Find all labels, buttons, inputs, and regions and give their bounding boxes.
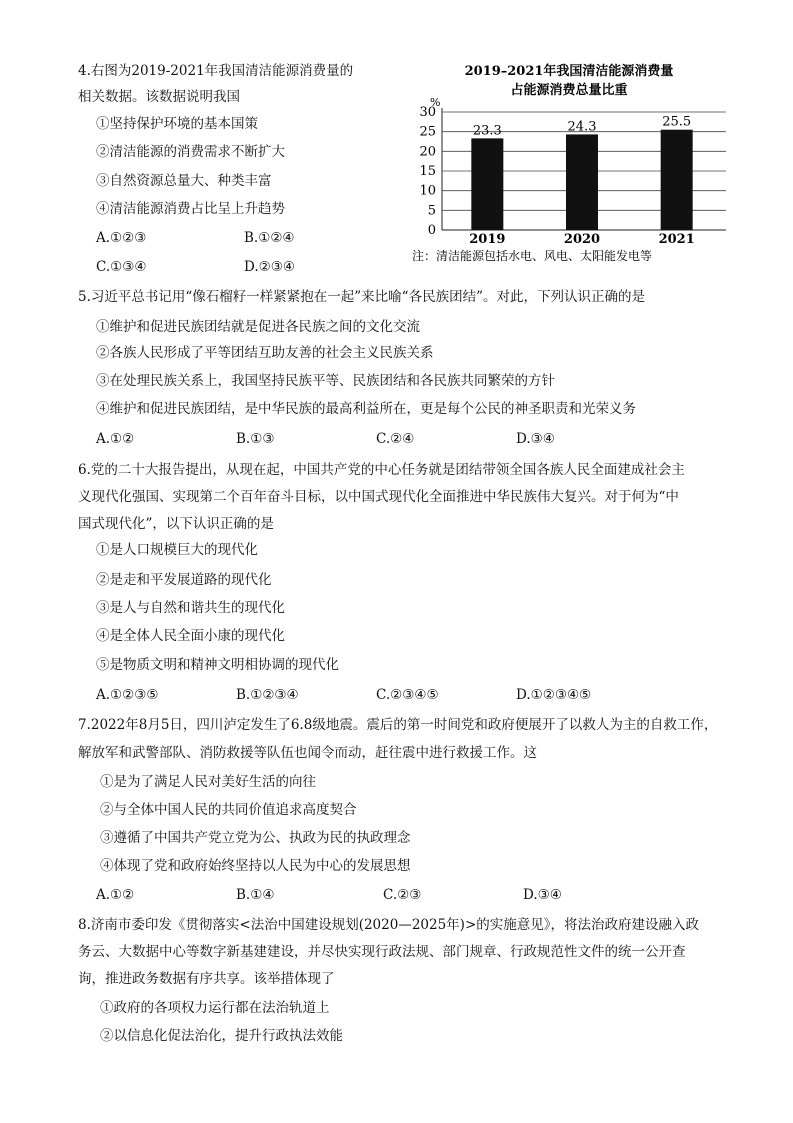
q4-option-c: C.①③④ xyxy=(96,259,147,275)
chart-y-unit: % xyxy=(430,96,441,109)
q6-option-d: D.①②③④⑤ xyxy=(516,687,592,703)
q6-item-5: ⑤是物质文明和精神文明相协调的现代化 xyxy=(96,657,339,673)
q6-stem-line-1: 6.党的二十大报告提出，从现在起，中国共产党的中心任务就是团结带领全国各族人民全面建成社会主 xyxy=(78,462,685,478)
q4-option-b: B.①②④ xyxy=(244,230,295,246)
clean-energy-bar-chart xyxy=(408,58,730,270)
q4-item-3: ③自然资源总量大、种类丰富 xyxy=(96,173,272,189)
q8-stem-line-1: 8.济南市委印发《贯彻落实<法治中国建设规划(2020—2025年)>的实施意见》，将法治政府建设融入政 xyxy=(78,917,699,933)
q4-item-2: ②清洁能源的消费需求不断扩大 xyxy=(96,144,285,160)
bar-value-label: 24.3 xyxy=(567,119,597,135)
q7-item-1: ①是为了满足人民对美好生活的向往 xyxy=(100,774,316,790)
y-tick-label: 0 xyxy=(427,223,436,238)
y-tick-label: 15 xyxy=(419,164,436,179)
q5-option-d: D.③④ xyxy=(516,431,555,447)
q5-item-1: ①维护和促进民族团结就是促进各民族之间的文化交流 xyxy=(96,319,420,335)
x-tick-label: 2019 xyxy=(469,232,506,247)
q6-option-a: A.①②③⑤ xyxy=(96,687,159,703)
y-tick-label: 20 xyxy=(419,144,436,160)
q6-item-4: ④是全体人民全面小康的现代化 xyxy=(96,628,285,644)
q4-stem-line-2: 相关数据。该数据说明我国 xyxy=(78,89,240,105)
x-tick-label: 2021 xyxy=(658,232,695,247)
q6-item-3: ③是人与自然和谐共生的现代化 xyxy=(96,600,285,616)
q6-option-b: B.①②③④ xyxy=(236,687,299,703)
q4-option-d: D.②③④ xyxy=(244,259,295,275)
q7-option-d: D.③④ xyxy=(523,887,562,903)
bar-value-label: 25.5 xyxy=(662,114,692,130)
y-tick-label: 30 xyxy=(419,105,436,120)
q8-stem-line-3: 询，推进政务数据有序共享。该举措体现了 xyxy=(78,971,335,987)
q5-item-2: ②各族人民形成了平等团结互助友善的社会主义民族关系 xyxy=(96,345,434,361)
bar-value-label: 23.3 xyxy=(472,123,502,139)
q4-stem-line-1: 4.右图为2019-2021年我国清洁能源消费量的 xyxy=(78,63,354,79)
q5-item-4: ④维护和促进民族团结，是中华民族的最高利益所在，更是每个公民的神圣职责和光荣义务 xyxy=(96,401,636,417)
q4-item-4: ④清洁能源消费占比呈上升趋势 xyxy=(96,201,285,217)
q5-option-a: A.①② xyxy=(96,431,135,447)
bar-2020 xyxy=(566,134,598,230)
q4-option-a: A.①②③ xyxy=(96,230,147,246)
q7-option-b: B.①④ xyxy=(236,887,275,903)
q5-option-c: C.②④ xyxy=(376,431,415,447)
q7-stem-line-2: 解放军和武警部队、消防救援等队伍也闻令而动，赶往震中进行救援工作。这 xyxy=(78,745,537,761)
y-tick-label: 5 xyxy=(427,203,436,219)
q4-item-1: ①坚持保护环境的基本国策 xyxy=(96,116,258,132)
bar-2019 xyxy=(471,138,503,230)
q7-item-2: ②与全体中国人民的共同价值追求高度契合 xyxy=(100,802,357,818)
q7-option-a: A.①② xyxy=(96,887,135,903)
q7-option-c: C.②③ xyxy=(383,887,422,903)
q5-item-3: ③在处理民族关系上，我国坚持民族平等、民族团结和各民族共同繁荣的方针 xyxy=(96,373,555,389)
q7-stem-line-1: 7.2022年8月5日，四川泸定发生了6.8级地震。震后的第一时间党和政府便展开了以救人为主的自救工作， xyxy=(78,717,718,733)
q8-item-1: ①政府的各项权力运行都在法治轨道上 xyxy=(100,1000,330,1016)
q6-stem-line-3: 国式现代化”，以下认识正确的是 xyxy=(78,516,274,532)
x-tick-label: 2020 xyxy=(563,232,601,247)
q5-stem-line-1: 5.习近平总书记用“像石榴籽一样紧紧抱在一起”来比喻“各民族团结”。对此，下列认识正确的是 xyxy=(78,289,645,305)
chart-note: 注：清洁能源包括水电、风电、太阳能发电等 xyxy=(412,249,653,263)
q6-item-1: ①是人口规模巨大的现代化 xyxy=(96,542,258,558)
y-tick-label: 25 xyxy=(419,124,436,140)
bar-2021 xyxy=(661,130,693,230)
chart-title: 2019–2021年我国清洁能源消费量 xyxy=(464,64,674,79)
q5-option-b: B.①③ xyxy=(236,431,275,447)
q6-item-2: ②是走和平发展道路的现代化 xyxy=(96,572,272,588)
q8-stem-line-2: 务云、大数据中心等数字新基建建设，并尽快实现行政法规、部门规章、行政规范性文件的统一公开查 xyxy=(78,944,686,960)
q6-stem-line-2: 义现代化强国、实现第二个百年奋斗目标，以中国式现代化全面推进中华民族伟大复兴。对于何为“中 xyxy=(78,489,679,505)
q8-item-2: ②以信息化促法治化，提升行政执法效能 xyxy=(100,1028,343,1044)
chart-subtitle: 占能源消费总量比重 xyxy=(510,83,628,98)
q7-item-3: ③遵循了中国共产党立党为公、执政为民的执政理念 xyxy=(100,830,411,846)
q7-item-4: ④体现了党和政府始终坚持以人民为中心的发展思想 xyxy=(100,858,411,874)
q6-option-c: C.②③④⑤ xyxy=(376,687,439,703)
y-tick-label: 10 xyxy=(419,183,436,199)
